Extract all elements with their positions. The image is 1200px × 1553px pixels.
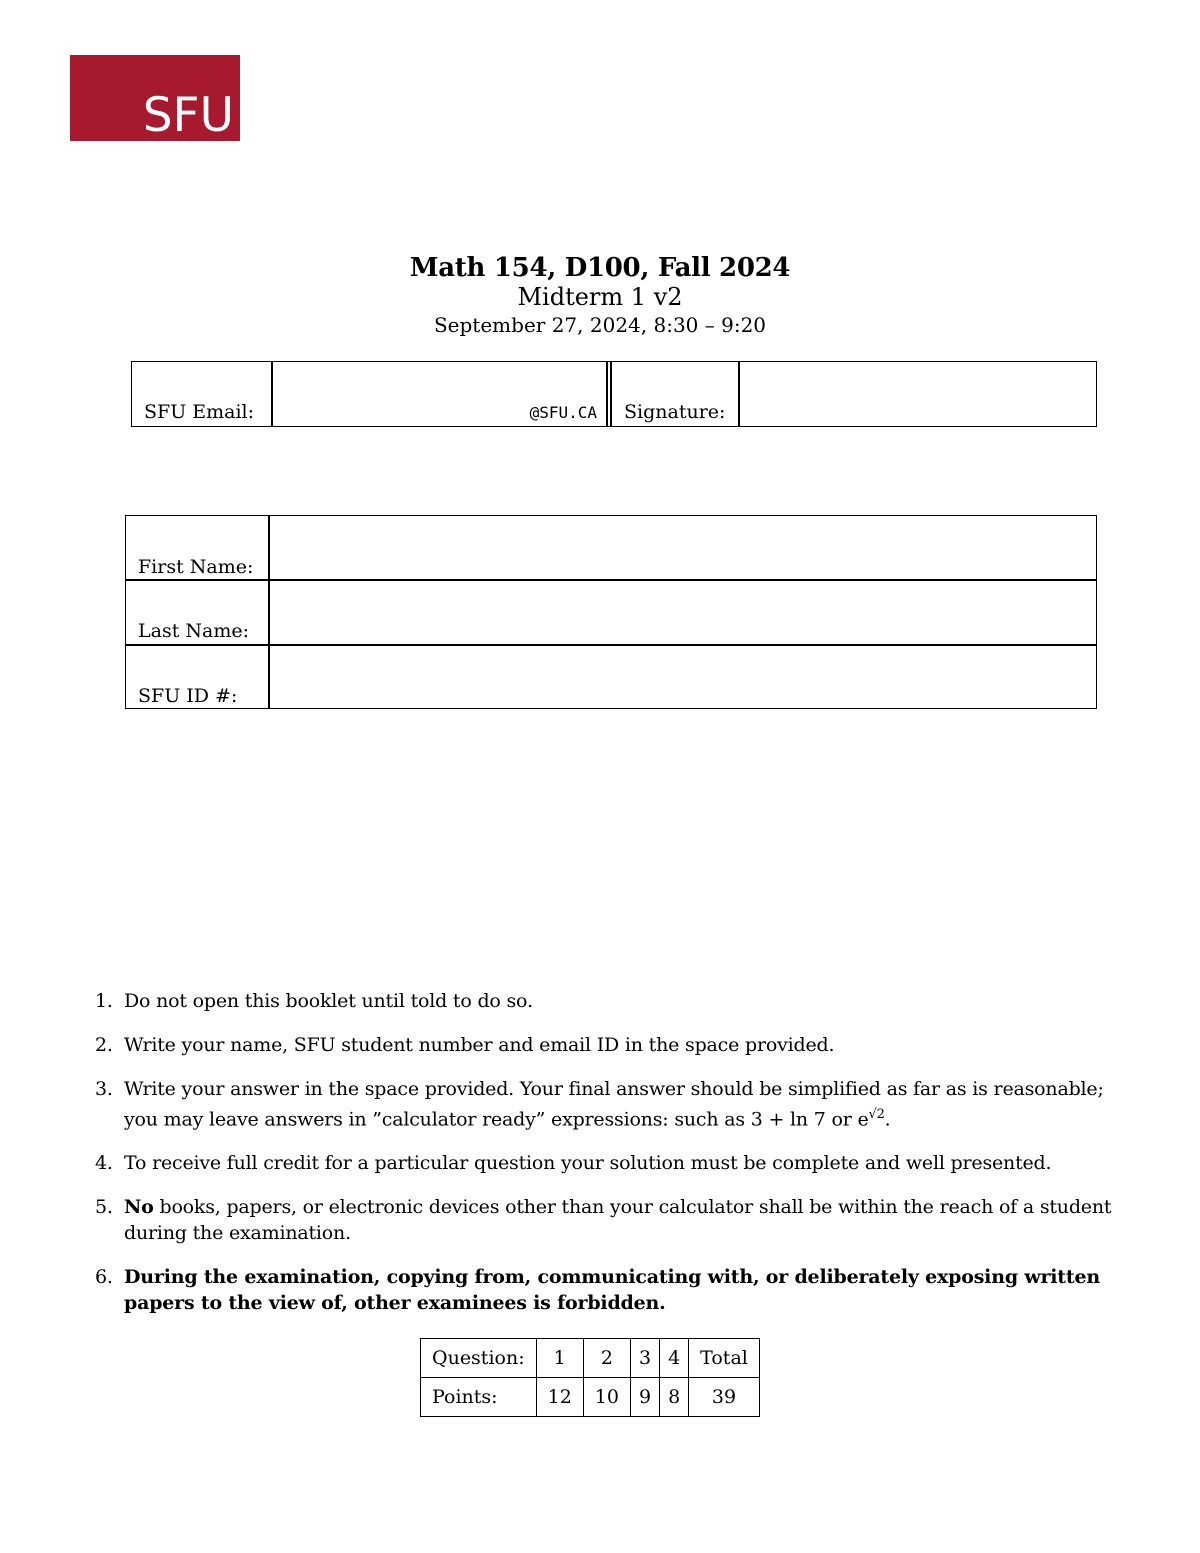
sfu-id-label: SFU ID #: [138,685,238,707]
email-suffix: @SFU.CA [529,403,597,422]
exam-header [0,252,1200,340]
sfu-id-field[interactable] [270,645,1096,709]
table-cell: 12 [536,1378,583,1417]
table-cell: Total [689,1339,760,1378]
instructions-list [95,988,1135,1334]
table-row [421,1378,760,1417]
item-text: . [884,1108,891,1131]
email-field[interactable] [273,362,607,426]
list-item [95,988,1135,1014]
first-name-label: First Name: [138,556,254,578]
item-text: During the examination, copying from, communicating with, or deliberately exposing written papers to the view of, other examinees is forbidden. [124,1266,1100,1315]
table-cell: 1 [536,1339,583,1378]
list-item [95,1032,1135,1058]
signature-label-cell [612,362,738,426]
table-cell: 3 [630,1339,659,1378]
table-cell: 39 [689,1378,760,1417]
first-name-field[interactable] [270,516,1096,580]
signature-field[interactable] [740,362,1096,426]
page-title: Math 154, D100, Fall 2024 [409,253,791,283]
item-number: 3. [95,1078,113,1100]
item-superscript: √2 [868,1107,885,1122]
item-number: 2. [95,1034,113,1056]
sfu-logo [70,55,240,141]
question-header: Question: [421,1339,537,1378]
table-cell: 10 [583,1378,630,1417]
item-number: 6. [95,1266,113,1289]
table-cell: 2 [583,1339,630,1378]
signature-label: Signature: [624,401,726,423]
list-item [95,1150,1135,1176]
email-label: SFU Email: [144,401,255,423]
table-cell: 4 [660,1339,689,1378]
item-bold-text: No [124,1196,154,1219]
item-number: 4. [95,1152,113,1175]
points-table [420,1338,760,1417]
first-name-row [126,516,1096,580]
item-text: Write your name, SFU student number and email ID in the space provided. [124,1034,835,1056]
name-box [125,515,1097,709]
list-item [95,1076,1135,1132]
list-item [95,1194,1135,1246]
exam-date: September 27, 2024, 8:30 – 9:20 [433,313,767,337]
item-number: 1. [95,990,113,1012]
exam-subtitle: Midterm 1 v2 [517,283,683,311]
item-number: 5. [95,1196,113,1219]
last-name-row [126,580,1096,644]
divider [606,362,608,426]
item-text: Write your answer in the space provided. Your final answer should be simplified as far as is reasonable; you may leave answers in ”calculator ready” expressions: such as 3 + ln 7 or e [124,1078,1104,1131]
table-cell: 9 [630,1378,659,1417]
table-cell: 8 [660,1378,689,1417]
item-text: Do not open this booklet until told to do so. [124,990,533,1012]
item-text: books, papers, or electronic devices other than your calculator shall be within the reach of a student during the examination. [124,1196,1112,1245]
email-label-cell [132,362,272,426]
list-item [95,1264,1135,1316]
table-row [421,1339,760,1378]
email-signature-box [131,361,1097,427]
last-name-field[interactable] [270,580,1096,644]
last-name-label: Last Name: [138,620,249,642]
logo-text: SFU [142,88,234,143]
points-header: Points: [421,1378,537,1417]
sfu-id-row [126,645,1096,709]
item-text: To receive full credit for a particular question your solution must be complete and well presented. [124,1152,1052,1175]
